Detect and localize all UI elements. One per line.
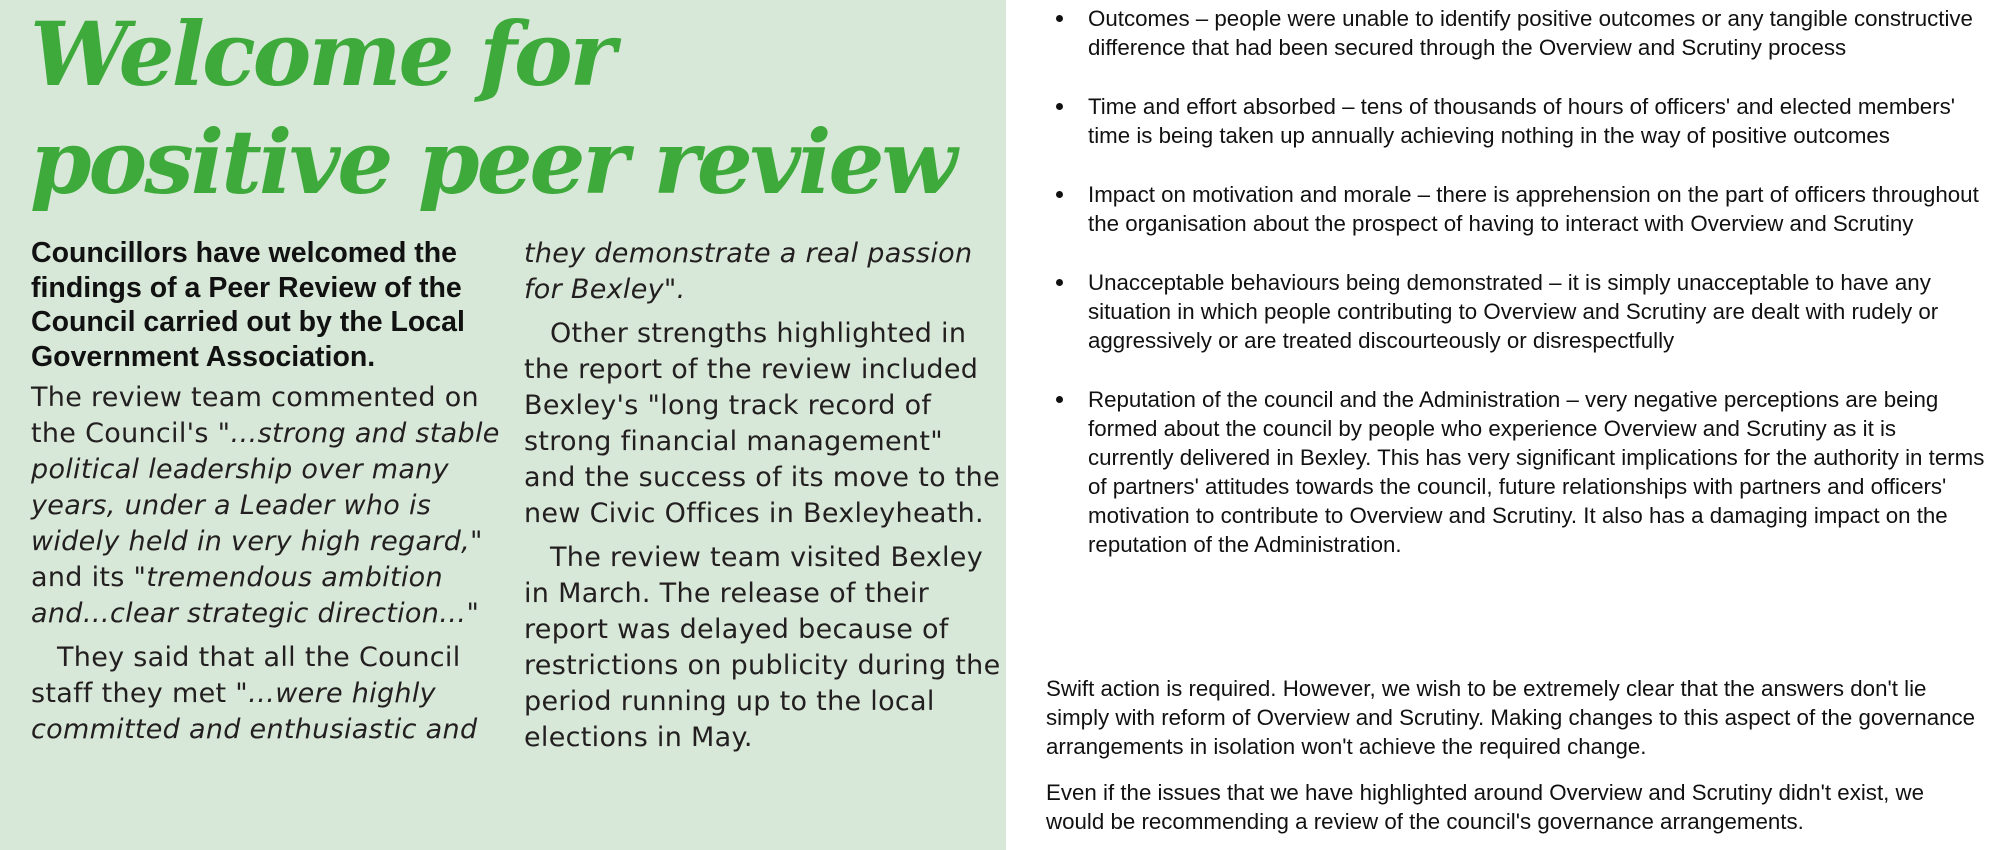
bullet-item-reputation: Reputation of the council and the Administration – very negative perceptions are being formed about the council by people who experience Overview and Scrutiny as it is currently delivered in Bexley. This has very significant implications for the authority in terms of partners' attitudes towards the council, future relationships with partners and officers' motivation to contribute to Overview and Scrutiny. It also has a damaging impact on the reputation of the Administration. [1046,385,1986,559]
bullet-item-time-effort: Time and effort absorbed – tens of thousands of hours of officers' and elected members' time is being taken up annually achieving nothing in the way of positive outcomes [1046,92,1986,150]
ambition-quote: "tremendous ambition and…clear strategic direction…" [31,562,480,629]
swift-action-paragraph: Swift action is required. However, we wish to be extremely clear that the answers don't lie simply with reform of Overview and Scrutiny. Making changes to this aspect of the governance arrangements in isolation won't achieve the required change. [1046,676,1976,759]
article-paragraph [31,640,501,748]
article-column-1 [31,236,501,756]
bullet-item-motivation: Impact on motivation and morale – there is apprehension on the part of officers throughout the organisation about the prospect of having to interact with Overview and Scrutiny [1046,180,1986,238]
article-paragraph [524,236,1002,308]
bullet-item-outcomes: Outcomes – people were unable to identify positive outcomes or any tangible constructive difference that had been secured through the Overview and Scrutiny process [1046,4,1986,62]
governance-review-paragraph: Even if the issues that we have highlighted around Overview and Scrutiny didn't exist, we would be recommending a review of the council's governance arrangements. [1046,780,1925,834]
article-paragraph: The review team visited Bexley in March. The release of their report was delayed because of restrictions on publicity during the period running up to the local elections in May. [524,542,1001,753]
issues-bullet-list [1046,4,1986,589]
article-headline: Welcome for positive peer review [30,2,955,214]
report-excerpt-panel [1006,0,1990,850]
paragraph-text: They said that all the Council staff they met [31,642,461,709]
article-lead: Councillors have welcomed the findings of a Peer Review of the Council carried out by the Local Government Association. [31,237,465,373]
paragraph-text: and its [31,562,134,593]
paragraph-text: The review team commented on the Council's [31,382,479,449]
bullet-item-behaviours: Unacceptable behaviours being demonstrated – it is simply unacceptable to have any situation in which people contributing to Overview and Scrutiny are dealt with rudely or aggressively or are treated discourteously or disrespectfully [1046,268,1986,355]
article-column-2 [524,236,1002,764]
article-paragraph [31,380,501,632]
leadership-quote: "…strong and stable political leadership over many years, under a Leader who is widely held in very high regard," [31,418,500,557]
article-paragraph: Other strengths highlighted in the report of the review included Bexley's "long track record of strong financial management" and the success of its move to the new Civic Offices in Bexleyheath. [524,318,1001,529]
staff-quote: "…were highly committed and enthusiastic and [31,678,478,745]
staff-quote-continued: they demonstrate a real passion for Bexley". [524,238,973,305]
